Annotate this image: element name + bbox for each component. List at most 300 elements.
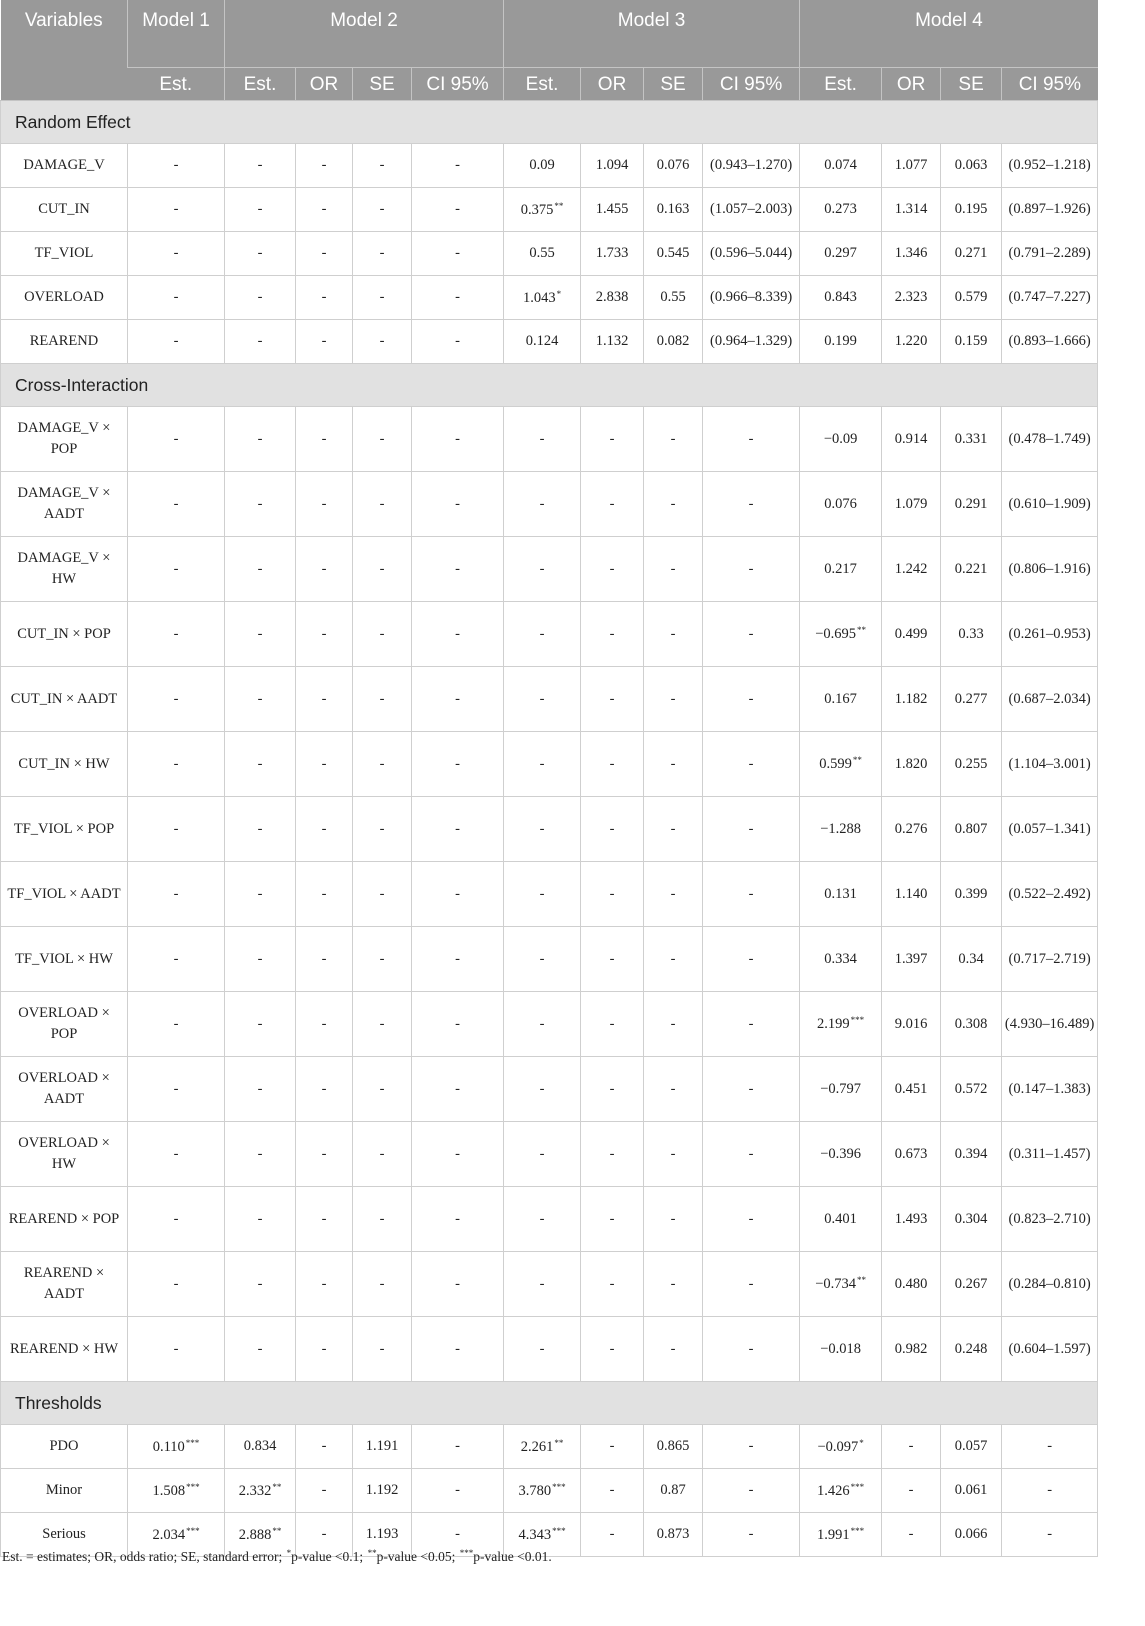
table-cell: - — [703, 1122, 800, 1187]
table-cell: 0.843 — [800, 276, 882, 320]
table-cell: 0.063 — [941, 144, 1002, 188]
row-label: CUT_IN × HW — [1, 732, 128, 797]
subheader-cell: OR — [882, 68, 941, 101]
table-cell: - — [644, 1187, 703, 1252]
row-label: DAMAGE_V × POP — [1, 407, 128, 472]
table-cell: 2.323 — [882, 276, 941, 320]
table-cell: - — [296, 862, 353, 927]
table-cell: - — [703, 1187, 800, 1252]
table-cell: 2.332** — [225, 1469, 296, 1513]
table-cell: 0.87 — [644, 1469, 703, 1513]
section-title: Cross-Interaction — [1, 364, 1098, 407]
table-cell: - — [412, 276, 504, 320]
table-row — [1, 667, 1098, 732]
table-cell: 0.291 — [941, 472, 1002, 537]
table-cell: - — [504, 1187, 581, 1252]
table-cell: - — [644, 472, 703, 537]
table-cell: - — [504, 992, 581, 1057]
table-cell: - — [296, 732, 353, 797]
table-cell: - — [703, 732, 800, 797]
table-row — [1, 188, 1098, 232]
table-row — [1, 276, 1098, 320]
table-row — [1, 232, 1098, 276]
table-cell: - — [296, 188, 353, 232]
table-cell: - — [128, 667, 225, 732]
table-cell: - — [644, 537, 703, 602]
table-cell: - — [296, 1057, 353, 1122]
row-label: DAMAGE_V — [1, 144, 128, 188]
table-cell: - — [412, 407, 504, 472]
table-cell: −0.018 — [800, 1317, 882, 1382]
table-body — [1, 101, 1098, 1557]
table-cell: - — [412, 1252, 504, 1317]
row-label: DAMAGE_V × AADT — [1, 472, 128, 537]
table-cell: - — [703, 797, 800, 862]
table-cell: 2.034*** — [128, 1513, 225, 1557]
table-cell: - — [412, 797, 504, 862]
table-cell: 0.55 — [644, 276, 703, 320]
table-cell: 0.159 — [941, 320, 1002, 364]
table-cell: 1.426*** — [800, 1469, 882, 1513]
row-label: OVERLOAD — [1, 276, 128, 320]
table-cell: 0.124 — [504, 320, 581, 364]
table-cell: - — [296, 407, 353, 472]
table-cell: - — [581, 1122, 644, 1187]
table-cell: - — [703, 862, 800, 927]
table-cell: - — [353, 992, 412, 1057]
table-row — [1, 862, 1098, 927]
table-cell: - — [128, 1252, 225, 1317]
table-cell: 1.508*** — [128, 1469, 225, 1513]
row-label: OVERLOAD × POP — [1, 992, 128, 1057]
table-cell: 1.493 — [882, 1187, 941, 1252]
table-cell: - — [225, 1252, 296, 1317]
table-cell: 0.255 — [941, 732, 1002, 797]
table-cell: - — [703, 667, 800, 732]
row-label: OVERLOAD × AADT — [1, 1057, 128, 1122]
subheader-cell: CI 95% — [1002, 68, 1098, 101]
table-row — [1, 1057, 1098, 1122]
table-cell: - — [353, 927, 412, 992]
table-cell: - — [296, 472, 353, 537]
table-cell: - — [504, 472, 581, 537]
table-cell: 0.33 — [941, 602, 1002, 667]
table-cell: - — [644, 407, 703, 472]
table-cell: 0.131 — [800, 862, 882, 927]
table-row — [1, 1252, 1098, 1317]
table-cell: - — [353, 1187, 412, 1252]
table-cell: - — [296, 927, 353, 992]
table-cell: 0.066 — [941, 1513, 1002, 1557]
table-cell: - — [296, 1513, 353, 1557]
table-cell: - — [644, 797, 703, 862]
table-row — [1, 320, 1098, 364]
table-cell: - — [128, 407, 225, 472]
table-cell: - — [225, 667, 296, 732]
table-cell: (0.522–2.492) — [1002, 862, 1098, 927]
table-cell: - — [504, 1057, 581, 1122]
table-cell: - — [128, 232, 225, 276]
table-cell: - — [703, 472, 800, 537]
table-cell: 0.579 — [941, 276, 1002, 320]
table-cell: - — [504, 862, 581, 927]
table-cell: - — [225, 602, 296, 667]
table-cell: 1.182 — [882, 667, 941, 732]
table-cell: - — [225, 320, 296, 364]
table-cell: - — [581, 1317, 644, 1382]
row-label: DAMAGE_V × HW — [1, 537, 128, 602]
table-cell: - — [882, 1469, 941, 1513]
table-cell: - — [128, 276, 225, 320]
table-cell: 2.261** — [504, 1425, 581, 1469]
table-cell: - — [581, 862, 644, 927]
table-cell: 2.838 — [581, 276, 644, 320]
table-cell: - — [225, 472, 296, 537]
table-footnote: Est. = estimates; OR, odds ratio; SE, standard error; *p-value <0.1; **p-value <0.05; ***p-value <0.01. — [2, 1548, 552, 1564]
table-cell: - — [128, 188, 225, 232]
header-row-stats — [1, 68, 1098, 101]
table-cell: - — [353, 188, 412, 232]
table-cell: - — [225, 1187, 296, 1252]
table-cell: - — [225, 276, 296, 320]
table-cell: - — [225, 1057, 296, 1122]
table-cell: - — [644, 1122, 703, 1187]
table-row — [1, 1425, 1098, 1469]
table-cell: 0.914 — [882, 407, 941, 472]
table-cell: 0.834 — [225, 1425, 296, 1469]
table-cell: - — [353, 797, 412, 862]
table-cell: - — [703, 927, 800, 992]
table-cell: - — [581, 1057, 644, 1122]
table-cell: - — [581, 667, 644, 732]
table-cell: 0.167 — [800, 667, 882, 732]
table-cell: - — [296, 537, 353, 602]
table-cell: - — [412, 1057, 504, 1122]
table-cell: (0.893–1.666) — [1002, 320, 1098, 364]
row-label: Minor — [1, 1469, 128, 1513]
table-cell: 0.271 — [941, 232, 1002, 276]
table-cell: - — [644, 732, 703, 797]
table-cell: - — [296, 667, 353, 732]
table-cell: - — [296, 320, 353, 364]
table-cell: 0.076 — [644, 144, 703, 188]
table-cell: - — [128, 1057, 225, 1122]
table-cell: - — [703, 602, 800, 667]
table-cell: 0.110*** — [128, 1425, 225, 1469]
table-cell: 0.217 — [800, 537, 882, 602]
table-cell: - — [412, 732, 504, 797]
table-cell: 0.451 — [882, 1057, 941, 1122]
table-cell: - — [225, 992, 296, 1057]
table-row — [1, 537, 1098, 602]
table-cell: - — [581, 1252, 644, 1317]
row-label: CUT_IN — [1, 188, 128, 232]
table-cell: - — [412, 1122, 504, 1187]
table-cell: - — [581, 797, 644, 862]
table-cell: −0.734** — [800, 1252, 882, 1317]
table-cell: - — [353, 1057, 412, 1122]
header-model-2: Model 2 — [225, 0, 504, 68]
table-cell: - — [644, 1252, 703, 1317]
table-cell: 0.076 — [800, 472, 882, 537]
table-cell: - — [225, 732, 296, 797]
table-cell: - — [644, 667, 703, 732]
table-cell: 0.331 — [941, 407, 1002, 472]
table-cell: - — [581, 992, 644, 1057]
table-cell: - — [412, 862, 504, 927]
table-row — [1, 144, 1098, 188]
table-cell: (0.610–1.909) — [1002, 472, 1098, 537]
subheader-cell: Est. — [128, 68, 225, 101]
table-cell: - — [353, 232, 412, 276]
table-cell: - — [225, 537, 296, 602]
table-cell: 1.079 — [882, 472, 941, 537]
table-cell: 1.193 — [353, 1513, 412, 1557]
table-cell: - — [504, 667, 581, 732]
table-cell: - — [581, 1425, 644, 1469]
table-cell: (0.596–5.044) — [703, 232, 800, 276]
table-cell: −0.695** — [800, 602, 882, 667]
table-cell: - — [128, 1122, 225, 1187]
table-cell: - — [128, 927, 225, 992]
table-cell: - — [225, 188, 296, 232]
table-cell: 0.277 — [941, 667, 1002, 732]
table-cell: - — [296, 144, 353, 188]
table-row — [1, 1469, 1098, 1513]
table-cell: 0.982 — [882, 1317, 941, 1382]
table-cell: - — [353, 276, 412, 320]
table-cell: 0.480 — [882, 1252, 941, 1317]
table-cell: 3.780*** — [504, 1469, 581, 1513]
subheader-cell: OR — [296, 68, 353, 101]
table-cell: - — [412, 1187, 504, 1252]
table-cell: 0.074 — [800, 144, 882, 188]
table-cell: 0.195 — [941, 188, 1002, 232]
row-label: TF_VIOL × AADT — [1, 862, 128, 927]
table-cell: - — [353, 602, 412, 667]
table-cell: - — [412, 144, 504, 188]
table-cell: - — [225, 927, 296, 992]
table-row — [1, 602, 1098, 667]
table-cell: - — [353, 1317, 412, 1382]
table-cell: - — [1002, 1513, 1098, 1557]
table-cell: 0.304 — [941, 1187, 1002, 1252]
table-cell: (4.930–16.489) — [1002, 992, 1098, 1057]
table-cell: - — [128, 732, 225, 797]
table-cell: - — [225, 407, 296, 472]
table-cell: - — [225, 1122, 296, 1187]
table-cell: - — [225, 232, 296, 276]
table-cell: - — [644, 992, 703, 1057]
table-cell: −1.288 — [800, 797, 882, 862]
table-row — [1, 407, 1098, 472]
table-cell: 0.297 — [800, 232, 882, 276]
table-cell: - — [353, 144, 412, 188]
table-cell: (0.823–2.710) — [1002, 1187, 1098, 1252]
table-cell: 0.375** — [504, 188, 581, 232]
subheader-cell: SE — [644, 68, 703, 101]
table-cell: - — [353, 472, 412, 537]
table-cell: - — [128, 602, 225, 667]
table-cell: 0.273 — [800, 188, 882, 232]
section-row-random-effect — [1, 101, 1098, 144]
table-row — [1, 1122, 1098, 1187]
table-cell: −0.09 — [800, 407, 882, 472]
table-cell: 0.334 — [800, 927, 882, 992]
table-cell: −0.396 — [800, 1122, 882, 1187]
subheader-cell: OR — [581, 68, 644, 101]
table-cell: - — [644, 1317, 703, 1382]
table-cell: 1.191 — [353, 1425, 412, 1469]
table-cell: - — [128, 537, 225, 602]
table-cell: 1.132 — [581, 320, 644, 364]
subheader-cell: Est. — [800, 68, 882, 101]
header-model-3: Model 3 — [504, 0, 800, 68]
table-cell: - — [296, 276, 353, 320]
table-cell: - — [296, 1187, 353, 1252]
row-label: REAREND × AADT — [1, 1252, 128, 1317]
table-cell: - — [128, 992, 225, 1057]
table-cell: - — [703, 1317, 800, 1382]
table-cell: (0.478–1.749) — [1002, 407, 1098, 472]
table-row — [1, 1317, 1098, 1382]
table-cell: (0.604–1.597) — [1002, 1317, 1098, 1382]
table-cell: 0.55 — [504, 232, 581, 276]
table-cell: 0.673 — [882, 1122, 941, 1187]
table-cell: - — [581, 602, 644, 667]
table-cell: - — [296, 1252, 353, 1317]
table-row — [1, 472, 1098, 537]
table-row — [1, 797, 1098, 862]
table-cell: - — [504, 407, 581, 472]
subheader-cell: SE — [941, 68, 1002, 101]
table-cell: 0.248 — [941, 1317, 1002, 1382]
row-label: PDO — [1, 1425, 128, 1469]
table-cell: - — [296, 602, 353, 667]
table-cell: - — [225, 144, 296, 188]
table-cell: - — [412, 927, 504, 992]
table-cell: 0.807 — [941, 797, 1002, 862]
table-cell: - — [703, 992, 800, 1057]
table-cell: - — [296, 1425, 353, 1469]
table-cell: 0.276 — [882, 797, 941, 862]
table-cell: 1.397 — [882, 927, 941, 992]
table-cell: - — [644, 1057, 703, 1122]
table-cell: 2.888** — [225, 1513, 296, 1557]
table-cell: - — [504, 927, 581, 992]
table-row — [1, 927, 1098, 992]
table-cell: - — [296, 232, 353, 276]
row-label: REAREND × POP — [1, 1187, 128, 1252]
table-cell: 1.242 — [882, 537, 941, 602]
subheader-cell: Est. — [504, 68, 581, 101]
table-cell: - — [296, 1317, 353, 1382]
table-cell: - — [225, 797, 296, 862]
table-cell: (0.147–1.383) — [1002, 1057, 1098, 1122]
subheader-cell: CI 95% — [703, 68, 800, 101]
table-cell: (0.687–2.034) — [1002, 667, 1098, 732]
table-cell: - — [353, 862, 412, 927]
table-cell: 1.346 — [882, 232, 941, 276]
table-cell: 0.09 — [504, 144, 581, 188]
table-cell: - — [644, 927, 703, 992]
table-cell: 0.572 — [941, 1057, 1002, 1122]
table-cell: 0.308 — [941, 992, 1002, 1057]
table-cell: - — [412, 188, 504, 232]
table-cell: - — [644, 602, 703, 667]
table-cell: - — [296, 1469, 353, 1513]
table-cell: (1.057–2.003) — [703, 188, 800, 232]
section-row-cross-interaction — [1, 364, 1098, 407]
row-label: CUT_IN × POP — [1, 602, 128, 667]
table-cell: - — [703, 1469, 800, 1513]
table-cell: - — [296, 992, 353, 1057]
table-cell: - — [504, 1252, 581, 1317]
table-cell: 1.043* — [504, 276, 581, 320]
table-cell: 0.865 — [644, 1425, 703, 1469]
table-cell: 1.455 — [581, 188, 644, 232]
table-cell: −0.097* — [800, 1425, 882, 1469]
table-cell: 0.401 — [800, 1187, 882, 1252]
table-cell: - — [128, 1187, 225, 1252]
table-cell: 0.599** — [800, 732, 882, 797]
table-cell: - — [504, 602, 581, 667]
table-cell: - — [882, 1513, 941, 1557]
table-cell: 1.192 — [353, 1469, 412, 1513]
table-cell: 0.221 — [941, 537, 1002, 602]
table-cell: 1.820 — [882, 732, 941, 797]
table-row — [1, 732, 1098, 797]
row-label: REAREND — [1, 320, 128, 364]
table-cell: 0.499 — [882, 602, 941, 667]
table-cell: - — [882, 1425, 941, 1469]
table-cell: 1.314 — [882, 188, 941, 232]
table-cell: 1.733 — [581, 232, 644, 276]
table-cell: - — [412, 472, 504, 537]
table-cell: - — [353, 1252, 412, 1317]
table-cell: - — [353, 320, 412, 364]
table-cell: - — [581, 472, 644, 537]
table-cell: - — [128, 144, 225, 188]
table-cell: (0.966–8.339) — [703, 276, 800, 320]
table-cell: - — [353, 407, 412, 472]
header-model-1: Model 1 — [128, 0, 225, 68]
table-cell: (0.717–2.719) — [1002, 927, 1098, 992]
row-label: TF_VIOL × POP — [1, 797, 128, 862]
header-row-models — [1, 0, 1098, 68]
table-cell: −0.797 — [800, 1057, 882, 1122]
table-cell: (0.791–2.289) — [1002, 232, 1098, 276]
table-cell: - — [581, 537, 644, 602]
section-row-thresholds — [1, 1382, 1098, 1425]
table-cell: - — [128, 1317, 225, 1382]
table-cell: (0.057–1.341) — [1002, 797, 1098, 862]
table-cell: - — [296, 1122, 353, 1187]
table-cell: - — [353, 537, 412, 602]
table-cell: - — [353, 732, 412, 797]
table-cell: - — [581, 1469, 644, 1513]
row-label: CUT_IN × AADT — [1, 667, 128, 732]
table-cell: - — [128, 862, 225, 927]
subheader-cell: Est. — [225, 68, 296, 101]
table-cell: - — [504, 537, 581, 602]
header-variables: Variables — [1, 0, 128, 101]
table-cell: - — [703, 1252, 800, 1317]
table-cell: - — [412, 1317, 504, 1382]
table-cell: - — [703, 1425, 800, 1469]
table-cell: - — [581, 732, 644, 797]
table-cell: - — [504, 1317, 581, 1382]
